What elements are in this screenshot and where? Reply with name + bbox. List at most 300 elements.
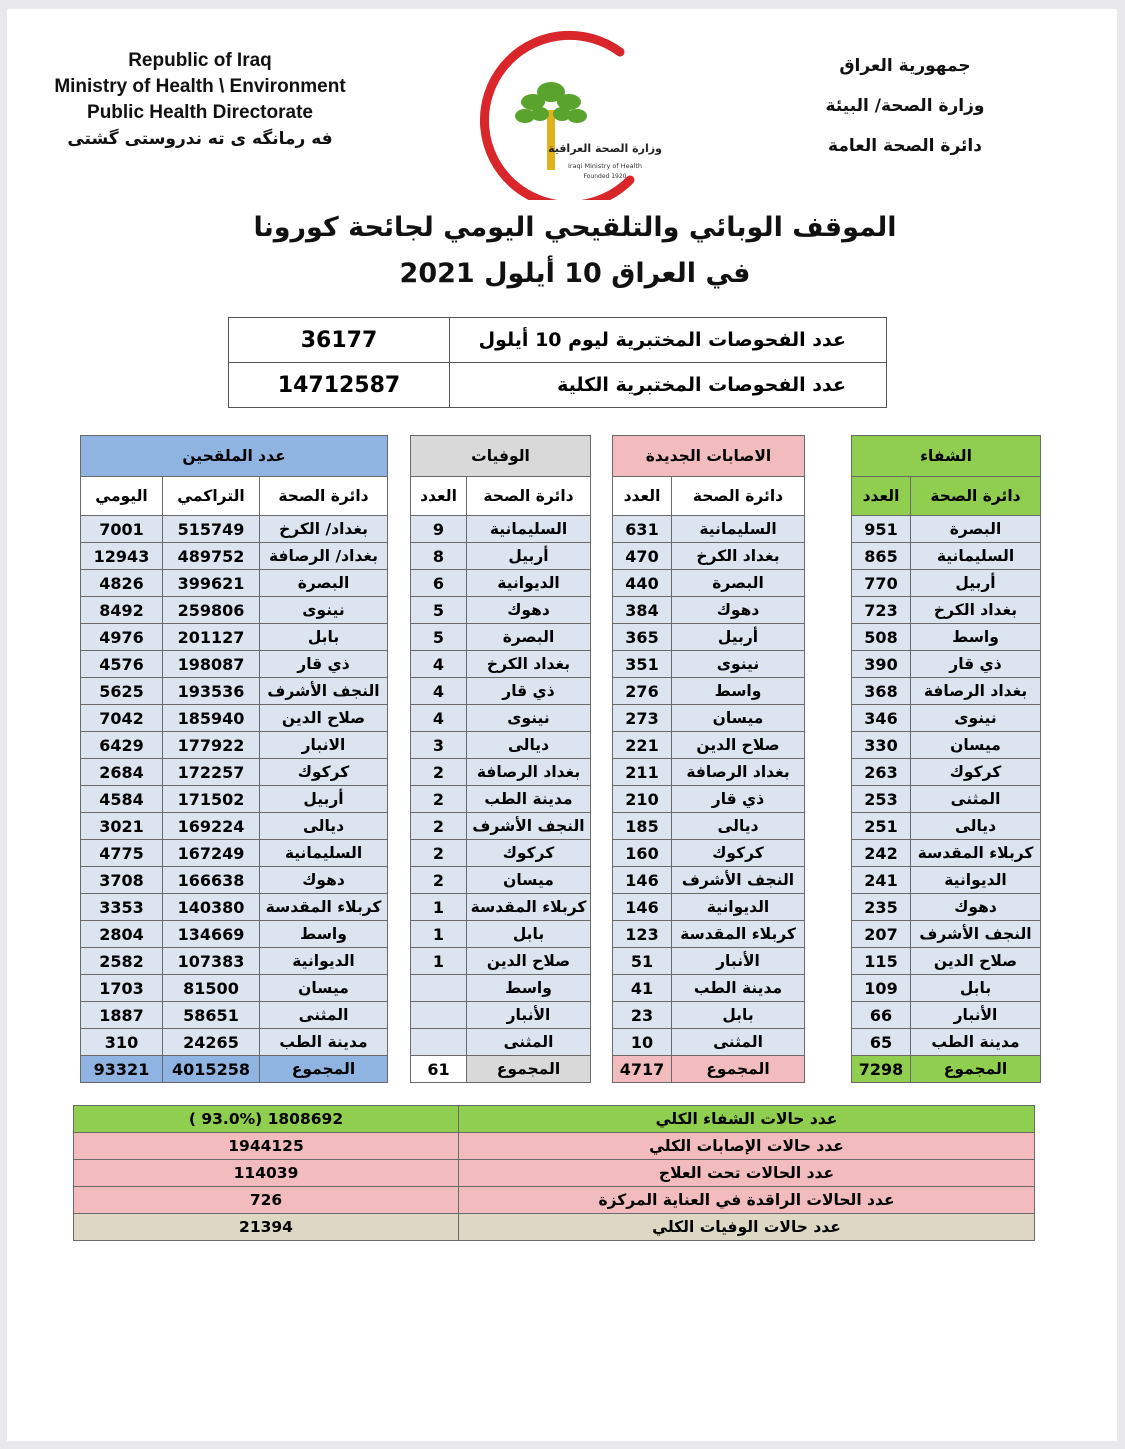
summary-label-cell: عدد الحالات تحت العلاج	[459, 1160, 1035, 1187]
cases-title: الاصابات الجديدة	[613, 436, 805, 477]
cases-dept-cell: صلاح الدين	[672, 732, 805, 759]
recovery-row	[852, 570, 1041, 597]
logo-name-en: Iraqi Ministry of Health	[567, 162, 643, 170]
recovery-count-cell: 65	[852, 1029, 911, 1056]
recovery-total: 7298	[852, 1056, 911, 1083]
recovery-row	[852, 1002, 1041, 1029]
header-english	[30, 48, 370, 152]
deaths-dept-cell: النجف الأشرف	[467, 813, 591, 840]
vaccinated-cumulative-cell: 81500	[163, 975, 260, 1002]
recovery-count-cell: 951	[852, 516, 911, 543]
cases-dept-cell: ديالى	[672, 813, 805, 840]
vaccinated-daily-cell: 4775	[81, 840, 163, 867]
summary-value-cell: 114039	[74, 1160, 459, 1187]
recovery-count-cell: 235	[852, 894, 911, 921]
cases-total-label: المجموع	[672, 1056, 805, 1083]
vaccinated-daily-cell: 7001	[81, 516, 163, 543]
deaths-dept-cell: واسط	[467, 975, 591, 1002]
recovery-dept-cell: كركوك	[911, 759, 1041, 786]
deaths-dept-cell: أربيل	[467, 543, 591, 570]
vaccinated-daily-cell: 4584	[81, 786, 163, 813]
vaccinated-row	[81, 651, 388, 678]
summary-row	[74, 1106, 1035, 1133]
vaccinated-cumulative-cell: 185940	[163, 705, 260, 732]
deaths-dept-cell: صلاح الدين	[467, 948, 591, 975]
vaccinated-row	[81, 786, 388, 813]
vaccinated-dept-cell: دهوك	[260, 867, 388, 894]
cases-dept-cell: ميسان	[672, 705, 805, 732]
recovery-count-cell: 390	[852, 651, 911, 678]
deaths-total: 61	[411, 1056, 467, 1083]
vaccinated-cumulative-cell: 259806	[163, 597, 260, 624]
deaths-dept-cell: بغداد الرصافة	[467, 759, 591, 786]
deaths-count-cell	[411, 1002, 467, 1029]
ministry-logo-icon	[455, 30, 665, 200]
deaths-row	[411, 759, 591, 786]
summary-label-cell: عدد حالات الإصابات الكلي	[459, 1133, 1035, 1160]
recovery-dept-cell: بابل	[911, 975, 1041, 1002]
cases-row	[613, 732, 805, 759]
deaths-count-cell: 2	[411, 867, 467, 894]
summary-row	[74, 1160, 1035, 1187]
cases-row	[613, 543, 805, 570]
recovery-col-dept: دائرة الصحة	[911, 477, 1041, 516]
vaccinated-row	[81, 1029, 388, 1056]
deaths-count-cell: 3	[411, 732, 467, 759]
vaccinated-daily-cell: 4576	[81, 651, 163, 678]
summary-label-cell: عدد حالات الشفاء الكلي	[459, 1106, 1035, 1133]
vaccinated-row	[81, 570, 388, 597]
vaccinated-dept-cell: النجف الأشرف	[260, 678, 388, 705]
recovery-row	[852, 975, 1041, 1002]
cases-dept-cell: النجف الأشرف	[672, 867, 805, 894]
deaths-row	[411, 705, 591, 732]
vaccinated-daily-cell: 3021	[81, 813, 163, 840]
header-arabic	[800, 54, 1010, 174]
cases-dept-cell: أربيل	[672, 624, 805, 651]
summary-row	[74, 1133, 1035, 1160]
deaths-count-cell: 1	[411, 894, 467, 921]
header-en-line-4: فه رمانگه ى ته ندروستى گشتى	[67, 129, 333, 149]
recovery-dept-cell: السليمانية	[911, 543, 1041, 570]
deaths-dept-cell: البصرة	[467, 624, 591, 651]
recovery-count-cell: 253	[852, 786, 911, 813]
vaccinated-total-label: المجموع	[260, 1056, 388, 1083]
cases-dept-cell: دهوك	[672, 597, 805, 624]
vaccinated-dept-cell: كربلاء المقدسة	[260, 894, 388, 921]
deaths-title: الوفيات	[411, 436, 591, 477]
cases-dept-cell: كركوك	[672, 840, 805, 867]
vaccinated-dept-cell: الانبار	[260, 732, 388, 759]
cases-row	[613, 570, 805, 597]
deaths-row	[411, 570, 591, 597]
deaths-row	[411, 813, 591, 840]
vaccinated-row	[81, 759, 388, 786]
vaccinated-cumulative-cell: 171502	[163, 786, 260, 813]
cases-dept-cell: واسط	[672, 678, 805, 705]
recovery-dept-cell: صلاح الدين	[911, 948, 1041, 975]
recovery-count-cell: 109	[852, 975, 911, 1002]
deaths-table	[410, 435, 591, 1083]
header-en-line-1: Republic of Iraq	[128, 50, 272, 71]
summary-label-cell: عدد حالات الوفيات الكلي	[459, 1214, 1035, 1241]
deaths-dept-cell: ميسان	[467, 867, 591, 894]
vaccinated-daily-cell: 310	[81, 1029, 163, 1056]
recovery-dept-cell: كربلاء المقدسة	[911, 840, 1041, 867]
vaccinated-cumulative-cell: 172257	[163, 759, 260, 786]
vaccinated-cumulative-cell: 489752	[163, 543, 260, 570]
summary-value-cell: 726	[74, 1187, 459, 1214]
cases-row	[613, 678, 805, 705]
deaths-count-cell: 4	[411, 705, 467, 732]
deaths-col-count: العدد	[411, 477, 467, 516]
deaths-dept-cell: كركوك	[467, 840, 591, 867]
vaccinated-cumulative-cell: 166638	[163, 867, 260, 894]
vaccinated-daily-cell: 5625	[81, 678, 163, 705]
recovery-count-cell: 66	[852, 1002, 911, 1029]
vaccinated-row	[81, 705, 388, 732]
logo-name-ar: وزارة الصحة العراقية	[548, 142, 662, 155]
vaccinated-daily-cell: 8492	[81, 597, 163, 624]
title-line-1: الموقف الوبائي والتلقيحي اليومي لجائحة كورونا	[253, 212, 897, 243]
summary-value-cell: 1944125	[74, 1133, 459, 1160]
deaths-dept-cell: الديوانية	[467, 570, 591, 597]
recovery-row	[852, 678, 1041, 705]
recovery-dept-cell: الديوانية	[911, 867, 1041, 894]
recovery-row	[852, 948, 1041, 975]
vaccinated-row	[81, 624, 388, 651]
cases-row	[613, 597, 805, 624]
deaths-count-cell: 2	[411, 759, 467, 786]
cases-count-cell: 351	[613, 651, 672, 678]
recovery-count-cell: 330	[852, 732, 911, 759]
recovery-dept-cell: واسط	[911, 624, 1041, 651]
recovery-row	[852, 705, 1041, 732]
cases-count-cell: 10	[613, 1029, 672, 1056]
vaccinated-dept-cell: البصرة	[260, 570, 388, 597]
cases-row	[613, 759, 805, 786]
cases-count-cell: 23	[613, 1002, 672, 1029]
cases-dept-cell: السليمانية	[672, 516, 805, 543]
recovery-row	[852, 786, 1041, 813]
vaccinated-table	[80, 435, 388, 1083]
deaths-dept-cell: بغداد الكرخ	[467, 651, 591, 678]
recovery-count-cell: 242	[852, 840, 911, 867]
cases-dept-cell: نينوى	[672, 651, 805, 678]
deaths-row	[411, 732, 591, 759]
deaths-count-cell: 4	[411, 651, 467, 678]
vaccinated-row	[81, 597, 388, 624]
deaths-row	[411, 948, 591, 975]
cases-count-cell: 365	[613, 624, 672, 651]
deaths-dept-cell: السليمانية	[467, 516, 591, 543]
recovery-dept-cell: نينوى	[911, 705, 1041, 732]
deaths-row	[411, 624, 591, 651]
cases-dept-cell: البصرة	[672, 570, 805, 597]
recovery-row	[852, 1029, 1041, 1056]
summary-value-cell: ( 93.0%) 1808692	[74, 1106, 459, 1133]
recovery-row	[852, 732, 1041, 759]
deaths-row	[411, 975, 591, 1002]
deaths-dept-cell: الأنبار	[467, 1002, 591, 1029]
cases-row	[613, 921, 805, 948]
vaccinated-title: عدد الملقحين	[81, 436, 388, 477]
recovery-total-label: المجموع	[911, 1056, 1041, 1083]
cases-dept-cell: بغداد الرصافة	[672, 759, 805, 786]
vaccinated-daily-cell: 4826	[81, 570, 163, 597]
deaths-row	[411, 678, 591, 705]
cases-dept-cell: ذي قار	[672, 786, 805, 813]
recovery-count-cell: 770	[852, 570, 911, 597]
cases-dept-cell: الأنبار	[672, 948, 805, 975]
cases-row	[613, 516, 805, 543]
vaccinated-cumulative-cell: 169224	[163, 813, 260, 840]
deaths-row	[411, 894, 591, 921]
cases-count-cell: 440	[613, 570, 672, 597]
vaccinated-row	[81, 948, 388, 975]
vaccinated-cumulative-cell: 24265	[163, 1029, 260, 1056]
cases-row	[613, 624, 805, 651]
cases-count-cell: 631	[613, 516, 672, 543]
vaccinated-daily-cell: 2582	[81, 948, 163, 975]
cases-table	[612, 435, 805, 1083]
vaccinated-row	[81, 813, 388, 840]
header-en-line-2: Ministry of Health \ Environment	[54, 76, 346, 97]
deaths-dept-cell: بابل	[467, 921, 591, 948]
vaccinated-daily-cell: 7042	[81, 705, 163, 732]
deaths-total-label: المجموع	[467, 1056, 591, 1083]
vaccinated-total-cumulative: 4015258	[163, 1056, 260, 1083]
header-en-line-3: Public Health Directorate	[87, 102, 313, 123]
recovery-dept-cell: الأنبار	[911, 1002, 1041, 1029]
cases-count-cell: 273	[613, 705, 672, 732]
vaccinated-dept-cell: واسط	[260, 921, 388, 948]
daily-tests-row	[229, 318, 887, 363]
recovery-count-cell: 865	[852, 543, 911, 570]
cases-count-cell: 221	[613, 732, 672, 759]
vaccinated-cumulative-cell: 515749	[163, 516, 260, 543]
cases-row	[613, 894, 805, 921]
vaccinated-cumulative-cell: 140380	[163, 894, 260, 921]
total-tests-label: عدد الفحوصات المختبرية الكلية	[450, 363, 887, 408]
vaccinated-dept-cell: ذي قار	[260, 651, 388, 678]
recovery-row	[852, 759, 1041, 786]
deaths-dept-cell: مدينة الطب	[467, 786, 591, 813]
vaccinated-daily-cell: 2804	[81, 921, 163, 948]
vaccinated-daily-cell: 2684	[81, 759, 163, 786]
vaccinated-daily-cell: 3708	[81, 867, 163, 894]
recovery-count-cell: 115	[852, 948, 911, 975]
cases-count-cell: 185	[613, 813, 672, 840]
recovery-count-cell: 241	[852, 867, 911, 894]
deaths-count-cell: 4	[411, 678, 467, 705]
vaccinated-dept-cell: أربيل	[260, 786, 388, 813]
vaccinated-row	[81, 921, 388, 948]
recovery-row	[852, 516, 1041, 543]
logo-founded: Founded 1920	[583, 173, 627, 180]
recovery-count-cell: 346	[852, 705, 911, 732]
cases-count-cell: 146	[613, 894, 672, 921]
cases-count-cell: 41	[613, 975, 672, 1002]
cases-col-count: العدد	[613, 477, 672, 516]
deaths-dept-cell: كربلاء المقدسة	[467, 894, 591, 921]
recovery-row	[852, 597, 1041, 624]
deaths-row	[411, 543, 591, 570]
summary-label-cell: عدد الحالات الراقدة في العناية المركزة	[459, 1187, 1035, 1214]
report-title	[250, 205, 900, 297]
recovery-col-count: العدد	[852, 477, 911, 516]
vaccinated-dept-cell: بغداد/ الرصافة	[260, 543, 388, 570]
deaths-row	[411, 921, 591, 948]
recovery-dept-cell: بغداد الكرخ	[911, 597, 1041, 624]
vaccinated-row	[81, 678, 388, 705]
vaccinated-cumulative-cell: 177922	[163, 732, 260, 759]
vaccinated-dept-cell: المثنى	[260, 1002, 388, 1029]
header-ar-line-1: جمهورية العراق	[839, 56, 971, 76]
cases-count-cell: 384	[613, 597, 672, 624]
vaccinated-row	[81, 894, 388, 921]
deaths-dept-cell: المثنى	[467, 1029, 591, 1056]
recovery-row	[852, 624, 1041, 651]
recovery-count-cell: 251	[852, 813, 911, 840]
vaccinated-cumulative-cell: 399621	[163, 570, 260, 597]
deaths-dept-cell: ذي قار	[467, 678, 591, 705]
cases-row	[613, 840, 805, 867]
cases-count-cell: 211	[613, 759, 672, 786]
deaths-count-cell: 8	[411, 543, 467, 570]
cases-total: 4717	[613, 1056, 672, 1083]
cases-count-cell: 123	[613, 921, 672, 948]
recovery-title: الشفاء	[852, 436, 1041, 477]
vaccinated-daily-cell: 12943	[81, 543, 163, 570]
vaccinated-row	[81, 840, 388, 867]
vaccinated-daily-cell: 1887	[81, 1002, 163, 1029]
deaths-row	[411, 786, 591, 813]
total-tests-value: 14712587	[229, 363, 450, 408]
cases-row	[613, 786, 805, 813]
ministry-logo	[455, 30, 665, 200]
recovery-count-cell: 723	[852, 597, 911, 624]
summary-table	[73, 1105, 1035, 1241]
recovery-row	[852, 867, 1041, 894]
cases-row	[613, 1002, 805, 1029]
vaccinated-daily-cell: 3353	[81, 894, 163, 921]
vaccinated-dept-cell: صلاح الدين	[260, 705, 388, 732]
cases-row	[613, 651, 805, 678]
vaccinated-cumulative-cell: 193536	[163, 678, 260, 705]
deaths-col-dept: دائرة الصحة	[467, 477, 591, 516]
recovery-count-cell: 508	[852, 624, 911, 651]
recovery-dept-cell: المثنى	[911, 786, 1041, 813]
cases-row	[613, 948, 805, 975]
cases-dept-cell: المثنى	[672, 1029, 805, 1056]
deaths-count-cell: 1	[411, 921, 467, 948]
recovery-row	[852, 543, 1041, 570]
recovery-row	[852, 651, 1041, 678]
deaths-row	[411, 516, 591, 543]
vaccinated-dept-cell: نينوى	[260, 597, 388, 624]
cases-row	[613, 813, 805, 840]
vaccinated-row	[81, 867, 388, 894]
vaccinated-row	[81, 732, 388, 759]
cases-row	[613, 1029, 805, 1056]
vaccinated-dept-cell: الديوانية	[260, 948, 388, 975]
cases-row	[613, 705, 805, 732]
recovery-dept-cell: ديالى	[911, 813, 1041, 840]
recovery-row	[852, 840, 1041, 867]
vaccinated-daily-cell: 1703	[81, 975, 163, 1002]
vaccinated-row	[81, 543, 388, 570]
deaths-count-cell: 9	[411, 516, 467, 543]
vaccinated-daily-cell: 6429	[81, 732, 163, 759]
deaths-count-cell: 1	[411, 948, 467, 975]
recovery-count-cell: 263	[852, 759, 911, 786]
cases-dept-cell: الديوانية	[672, 894, 805, 921]
cases-count-cell: 51	[613, 948, 672, 975]
cases-row	[613, 867, 805, 894]
recovery-row	[852, 921, 1041, 948]
recovery-count-cell: 368	[852, 678, 911, 705]
daily-tests-label: عدد الفحوصات المختبرية ليوم 10 أيلول	[450, 318, 887, 363]
title-line-2: في العراق 10 أيلول 2021	[399, 258, 751, 289]
deaths-row	[411, 597, 591, 624]
vaccinated-cumulative-cell: 58651	[163, 1002, 260, 1029]
recovery-dept-cell: ميسان	[911, 732, 1041, 759]
vaccinated-dept-cell: ميسان	[260, 975, 388, 1002]
recovery-dept-cell: النجف الأشرف	[911, 921, 1041, 948]
vaccinated-dept-cell: كركوك	[260, 759, 388, 786]
col-daily-header: اليومي	[81, 477, 163, 516]
recovery-dept-cell: دهوك	[911, 894, 1041, 921]
deaths-count-cell: 2	[411, 813, 467, 840]
cases-count-cell: 146	[613, 867, 672, 894]
cases-dept-cell: بغداد الكرخ	[672, 543, 805, 570]
deaths-count-cell: 2	[411, 786, 467, 813]
vaccinated-dept-cell: بابل	[260, 624, 388, 651]
vaccinated-row	[81, 516, 388, 543]
deaths-count-cell: 2	[411, 840, 467, 867]
daily-tests-value: 36177	[229, 318, 450, 363]
cases-count-cell: 276	[613, 678, 672, 705]
deaths-dept-cell: ديالى	[467, 732, 591, 759]
cases-dept-cell: بابل	[672, 1002, 805, 1029]
deaths-count-cell	[411, 975, 467, 1002]
recovery-table	[851, 435, 1041, 1083]
recovery-dept-cell: البصرة	[911, 516, 1041, 543]
cases-count-cell: 160	[613, 840, 672, 867]
vaccinated-dept-cell: بغداد/ الكرخ	[260, 516, 388, 543]
deaths-row	[411, 867, 591, 894]
vaccinated-row	[81, 975, 388, 1002]
vaccinated-cumulative-cell: 107383	[163, 948, 260, 975]
col-cumulative-header: التراكمي	[163, 477, 260, 516]
summary-row	[74, 1214, 1035, 1241]
vaccinated-cumulative-cell: 134669	[163, 921, 260, 948]
summary-row	[74, 1187, 1035, 1214]
deaths-row	[411, 1029, 591, 1056]
cases-count-cell: 470	[613, 543, 672, 570]
recovery-dept-cell: ذي قار	[911, 651, 1041, 678]
deaths-dept-cell: نينوى	[467, 705, 591, 732]
vaccinated-cumulative-cell: 167249	[163, 840, 260, 867]
vaccinated-cumulative-cell: 201127	[163, 624, 260, 651]
header-ar-line-3: دائرة الصحة العامة	[828, 136, 982, 156]
deaths-count-cell	[411, 1029, 467, 1056]
deaths-row	[411, 651, 591, 678]
deaths-count-cell: 5	[411, 624, 467, 651]
deaths-dept-cell: دهوك	[467, 597, 591, 624]
deaths-count-cell: 5	[411, 597, 467, 624]
